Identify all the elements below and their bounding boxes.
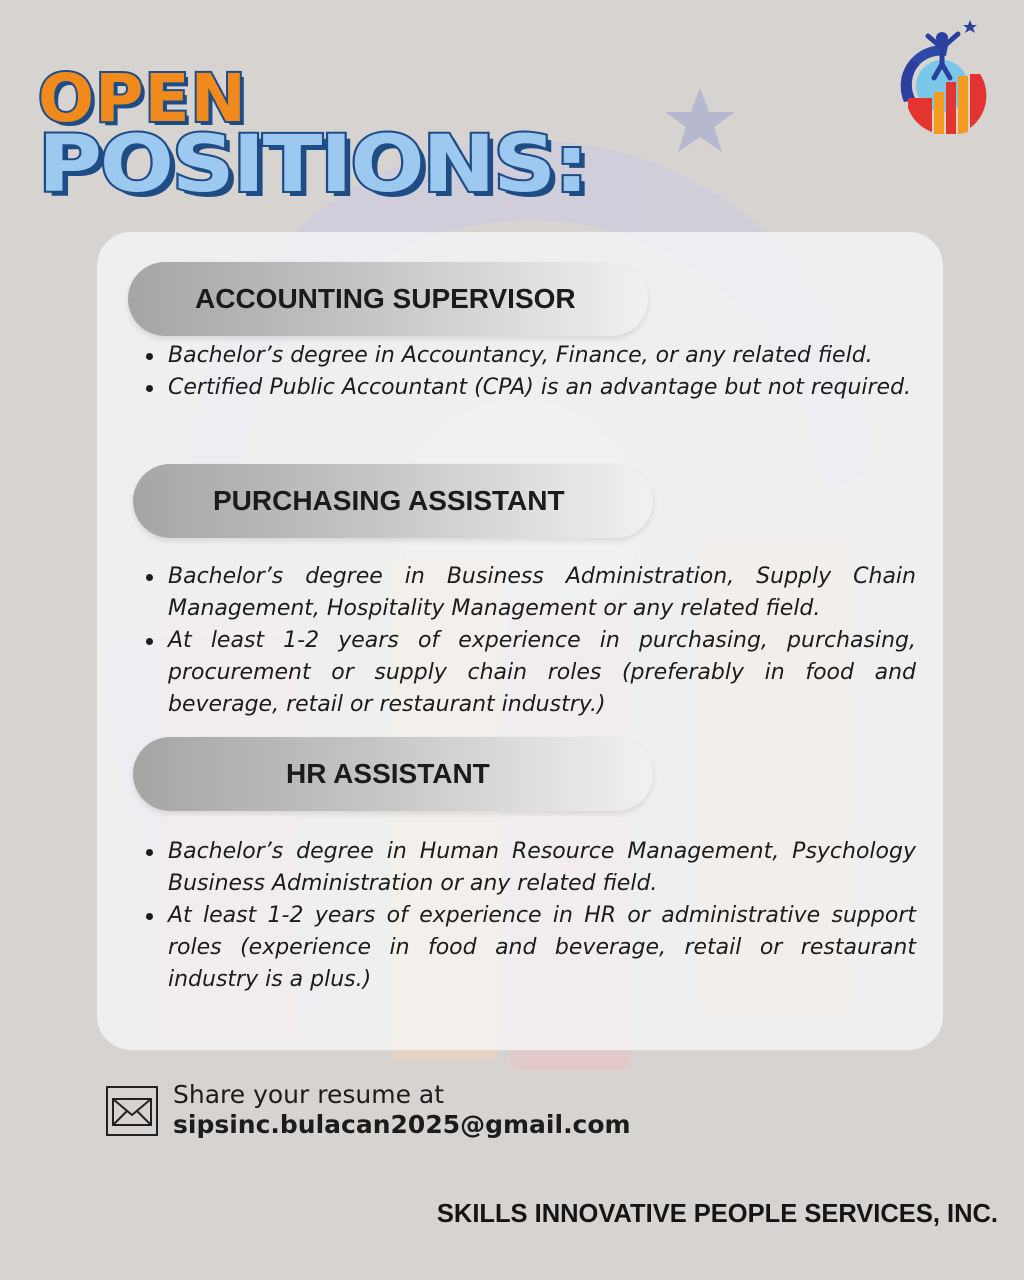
position-header-hr-assistant xyxy=(133,737,653,811)
requirements-list-purchasing-assistant xyxy=(150,561,916,721)
requirement-item: Bachelor’s degree in Human Resource Management, Psychology Business Administration or any related field. xyxy=(150,836,916,900)
company-name: SKILLS INNOVATIVE PEOPLE SERVICES, INC. xyxy=(436,1200,998,1228)
position-header-purchasing-assistant xyxy=(133,464,653,538)
company-logo-icon xyxy=(890,16,994,140)
position-header-accounting-supervisor xyxy=(128,262,648,336)
requirement-item: Bachelor’s degree in Accountancy, Finance, or any related field. xyxy=(150,340,916,372)
page-title xyxy=(38,60,587,210)
position-title: PURCHASING ASSISTANT xyxy=(213,485,565,516)
requirement-item: At least 1-2 years of experience in purchasing, purchasing, procurement or supply chain roles (preferably in food and beverage, retail or restaurant industry.) xyxy=(150,625,916,721)
requirement-item: Bachelor’s degree in Business Administration, Supply Chain Management, Hospitality Management or any related field. xyxy=(150,561,916,625)
position-title: HR ASSISTANT xyxy=(286,758,490,789)
requirements-list-accounting-supervisor xyxy=(150,340,916,404)
title-line-positions: POSITIONS: xyxy=(38,120,587,210)
requirement-item: At least 1-2 years of experience in HR or administrative support roles (experience in food and beverage, retail or restaurant industry is a plus.) xyxy=(150,900,916,996)
contact-prompt: Share your resume at xyxy=(173,1080,445,1109)
requirements-list-hr-assistant xyxy=(150,836,916,996)
requirement-item: Certified Public Accountant (CPA) is an advantage but not required. xyxy=(150,372,916,404)
contact-email[interactable]: sipsinc.bulacan2025@gmail.com xyxy=(173,1110,631,1139)
title-line-open: OPEN xyxy=(38,60,247,137)
envelope-icon xyxy=(104,1084,160,1138)
position-title: ACCOUNTING SUPERVISOR xyxy=(195,283,576,314)
